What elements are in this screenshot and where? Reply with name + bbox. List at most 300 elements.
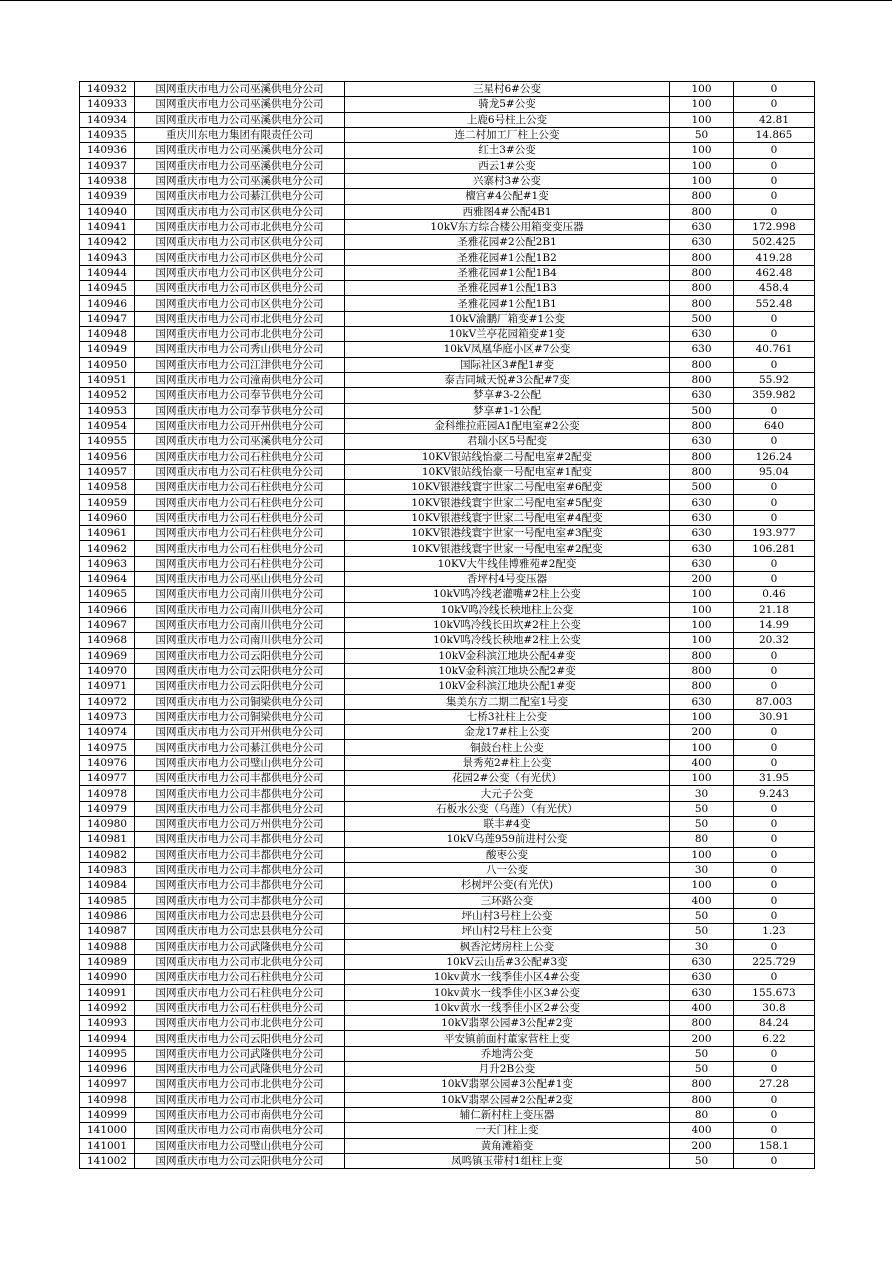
capacity-cell: 630 [670,954,734,969]
capacity-cell: 630 [670,219,734,234]
company-cell: 国网重庆市电力公司市区供电分公司 [135,235,345,250]
table-row [80,1123,815,1138]
load-cell: 640 [734,418,815,433]
load-cell: 0 [734,648,815,663]
capacity-cell: 200 [670,1031,734,1046]
row-id-cell: 140958 [80,480,135,495]
company-cell: 国网重庆市电力公司丰都供电分公司 [135,832,345,847]
table-row [80,1046,815,1061]
table-row [80,1062,815,1077]
transformer-name-cell: 10kV翡翠公园#3公配#2变 [345,1016,670,1031]
table-row [80,1000,815,1015]
company-cell: 国网重庆市电力公司丰都供电分公司 [135,847,345,862]
transformer-name-cell: 三星村6#公变 [345,82,670,97]
transformer-name-cell: 10kV鸣冷线长秧地#2柱上公变 [345,633,670,648]
row-id-cell: 140982 [80,847,135,862]
capacity-cell: 100 [670,112,734,127]
capacity-cell: 630 [670,510,734,525]
row-id-cell: 140985 [80,893,135,908]
load-cell: 0 [734,158,815,173]
capacity-cell: 50 [670,908,734,923]
company-cell: 国网重庆市电力公司丰都供电分公司 [135,862,345,877]
load-cell: 419.28 [734,250,815,265]
company-cell: 国网重庆市电力公司江津供电分公司 [135,357,345,372]
table-row [80,862,815,877]
load-cell: 0 [734,403,815,418]
row-id-cell: 140966 [80,602,135,617]
transformer-name-cell: 国际社区3#配1#变 [345,357,670,372]
company-cell: 国网重庆市电力公司綦江供电分公司 [135,189,345,204]
company-cell: 国网重庆市电力公司璧山供电分公司 [135,755,345,770]
row-id-cell: 140975 [80,740,135,755]
table-row [80,1153,815,1168]
table-row [80,388,815,403]
row-id-cell: 140981 [80,832,135,847]
transformer-name-cell: 10kV翡翠公园#2公配#2变 [345,1092,670,1107]
capacity-cell: 100 [670,587,734,602]
load-cell: 106.281 [734,541,815,556]
row-id-cell: 140939 [80,189,135,204]
row-id-cell: 140990 [80,970,135,985]
transformer-name-cell: 10kV云山岳#3公配#3变 [345,954,670,969]
capacity-cell: 630 [670,388,734,403]
capacity-cell: 100 [670,878,734,893]
row-id-cell: 140989 [80,954,135,969]
capacity-cell: 800 [670,1077,734,1092]
row-id-cell: 140954 [80,418,135,433]
table-row [80,679,815,694]
table-row [80,725,815,740]
transformer-name-cell: 上鹿6号柱上公变 [345,112,670,127]
load-cell: 359.982 [734,388,815,403]
transformer-name-cell: 檀宫#4公配#1变 [345,189,670,204]
row-id-cell: 140972 [80,694,135,709]
capacity-cell: 100 [670,771,734,786]
transformer-name-cell: 辅仁新村柱上变压器 [345,1107,670,1122]
capacity-cell: 80 [670,832,734,847]
load-cell: 0 [734,847,815,862]
load-cell: 0 [734,939,815,954]
row-id-cell: 140946 [80,296,135,311]
transformer-name-cell: 金科维拉莊园A1配电室#2公变 [345,418,670,433]
company-cell: 国网重庆市电力公司市北供电分公司 [135,1092,345,1107]
transformer-name-cell: 联丰#4变 [345,817,670,832]
load-cell: 42.81 [734,112,815,127]
row-id-cell: 140968 [80,633,135,648]
capacity-cell: 800 [670,250,734,265]
capacity-cell: 500 [670,403,734,418]
capacity-cell: 800 [670,281,734,296]
row-id-cell: 140993 [80,1016,135,1031]
capacity-cell: 50 [670,1046,734,1061]
transformer-name-cell: 三环路公变 [345,893,670,908]
table-row [80,158,815,173]
company-cell: 国网重庆市电力公司潼南供电分公司 [135,372,345,387]
transformer-name-cell: 10KV银港线寰宇世家二号配电室#5配变 [345,495,670,510]
load-cell: 0 [734,173,815,188]
transformer-name-cell: 10kv黄水一线季佳小区3#公变 [345,985,670,1000]
company-cell: 国网重庆市电力公司市北供电分公司 [135,311,345,326]
load-cell: 0 [734,893,815,908]
transformer-name-cell: 铜鼓台柱上公变 [345,740,670,755]
transformer-name-cell: 圣雅花园#2公配2B1 [345,235,670,250]
row-id-cell: 141000 [80,1123,135,1138]
capacity-cell: 630 [670,235,734,250]
transformer-name-cell: 圣雅花园#1公配1B4 [345,265,670,280]
table-row [80,541,815,556]
capacity-cell: 400 [670,755,734,770]
transformer-name-cell: 枫香沱烤房柱上公变 [345,939,670,954]
company-cell: 国网重庆市电力公司开州供电分公司 [135,418,345,433]
load-cell: 0 [734,143,815,158]
transformer-name-cell: 七桥3社柱上公变 [345,709,670,724]
company-cell: 国网重庆市电力公司巫溪供电分公司 [135,173,345,188]
capacity-cell: 100 [670,173,734,188]
load-cell: 0 [734,862,815,877]
company-cell: 国网重庆市电力公司市南供电分公司 [135,1123,345,1138]
company-cell: 国网重庆市电力公司石柱供电分公司 [135,556,345,571]
table-row [80,985,815,1000]
company-cell: 国网重庆市电力公司铜梁供电分公司 [135,694,345,709]
capacity-cell: 100 [670,617,734,632]
load-cell: 30.8 [734,1000,815,1015]
transformer-name-cell: 石板水公变（乌莲）（有光伏） [345,801,670,816]
capacity-cell: 630 [670,541,734,556]
company-cell: 国网重庆市电力公司市北供电分公司 [135,219,345,234]
transformer-name-cell: 泰吉同城天悦#3公配#7变 [345,372,670,387]
company-cell: 国网重庆市电力公司云阳供电分公司 [135,663,345,678]
company-cell: 国网重庆市电力公司市北供电分公司 [135,327,345,342]
company-cell: 国网重庆市电力公司石柱供电分公司 [135,985,345,1000]
transformer-name-cell: 黄角滩箱变 [345,1138,670,1153]
transformer-name-cell: 八一公变 [345,862,670,877]
row-id-cell: 140948 [80,327,135,342]
row-id-cell: 140962 [80,541,135,556]
load-cell: 0 [734,495,815,510]
load-cell: 9.243 [734,786,815,801]
load-cell: 0 [734,327,815,342]
capacity-cell: 630 [670,342,734,357]
load-cell: 0 [734,755,815,770]
table-row [80,82,815,97]
row-id-cell: 140943 [80,250,135,265]
load-cell: 0 [734,1123,815,1138]
table-row [80,480,815,495]
transformer-name-cell: 骑龙5#公变 [345,97,670,112]
table-row [80,219,815,234]
row-id-cell: 140983 [80,862,135,877]
capacity-cell: 80 [670,1107,734,1122]
capacity-cell: 200 [670,572,734,587]
table-row [80,372,815,387]
table-row [80,265,815,280]
capacity-cell: 630 [670,970,734,985]
capacity-cell: 800 [670,648,734,663]
transformer-name-cell: 10kv黄水一线季佳小区4#公变 [345,970,670,985]
transformer-name-cell: 连二村加工厂柱上公变 [345,127,670,142]
load-cell: 87.003 [734,694,815,709]
load-cell: 0.46 [734,587,815,602]
load-cell: 458.4 [734,281,815,296]
table-row [80,1107,815,1122]
capacity-cell: 630 [670,985,734,1000]
table-row [80,924,815,939]
row-id-cell: 140992 [80,1000,135,1015]
table-row [80,1077,815,1092]
table-row [80,939,815,954]
row-id-cell: 140973 [80,709,135,724]
table-row [80,434,815,449]
load-cell: 0 [734,1107,815,1122]
company-cell: 国网重庆市电力公司丰都供电分公司 [135,786,345,801]
table-row [80,464,815,479]
company-cell: 国网重庆市电力公司丰都供电分公司 [135,893,345,908]
company-cell: 国网重庆市电力公司巫溪供电分公司 [135,112,345,127]
row-id-cell: 140955 [80,434,135,449]
load-cell: 0 [734,97,815,112]
capacity-cell: 800 [670,204,734,219]
capacity-cell: 100 [670,82,734,97]
load-cell: 20.32 [734,633,815,648]
table-row [80,817,815,832]
table-row [80,204,815,219]
table-row [80,449,815,464]
load-cell: 0 [734,204,815,219]
load-cell: 14.865 [734,127,815,142]
company-cell: 国网重庆市电力公司南川供电分公司 [135,587,345,602]
table-row [80,281,815,296]
table-row [80,526,815,541]
company-cell: 国网重庆市电力公司南川供电分公司 [135,633,345,648]
transformer-name-cell: 10KV银港线寰宇世家二号配电室#6配变 [345,480,670,495]
row-id-cell: 140988 [80,939,135,954]
load-cell: 0 [734,801,815,816]
company-cell: 国网重庆市电力公司巫溪供电分公司 [135,97,345,112]
company-cell: 国网重庆市电力公司云阳供电分公司 [135,1031,345,1046]
company-cell: 国网重庆市电力公司石柱供电分公司 [135,495,345,510]
table-row [80,970,815,985]
load-cell: 0 [734,908,815,923]
load-cell: 0 [734,434,815,449]
capacity-cell: 50 [670,1062,734,1077]
row-id-cell: 140991 [80,985,135,1000]
company-cell: 国网重庆市电力公司市区供电分公司 [135,281,345,296]
transformer-name-cell: 圣雅花园#1公配1B2 [345,250,670,265]
transformer-name-cell: 10kV渝鹏厂箱变#1公变 [345,311,670,326]
transformer-name-cell: 圣雅花园#1公配1B1 [345,296,670,311]
capacity-cell: 630 [670,327,734,342]
capacity-cell: 500 [670,480,734,495]
transformer-name-cell: 集美东方二期二配室1号变 [345,694,670,709]
row-id-cell: 140950 [80,357,135,372]
capacity-cell: 800 [670,265,734,280]
load-cell: 225.729 [734,954,815,969]
capacity-cell: 800 [670,418,734,433]
row-id-cell: 140938 [80,173,135,188]
capacity-cell: 800 [670,357,734,372]
row-id-cell: 140986 [80,908,135,923]
transformer-name-cell: 10kV乌莲959前进村公变 [345,832,670,847]
table-row [80,633,815,648]
row-id-cell: 140953 [80,403,135,418]
row-id-cell: 140967 [80,617,135,632]
table-row [80,127,815,142]
company-cell: 国网重庆市电力公司市区供电分公司 [135,296,345,311]
capacity-cell: 50 [670,924,734,939]
load-cell: 0 [734,1092,815,1107]
load-cell: 14.99 [734,617,815,632]
transformer-table [79,81,815,1169]
transformer-name-cell: 月升2B公变 [345,1062,670,1077]
row-id-cell: 140949 [80,342,135,357]
load-cell: 27.28 [734,1077,815,1092]
load-cell: 0 [734,510,815,525]
capacity-cell: 100 [670,847,734,862]
capacity-cell: 400 [670,893,734,908]
capacity-cell: 630 [670,526,734,541]
row-id-cell: 140998 [80,1092,135,1107]
company-cell: 国网重庆市电力公司巫山供电分公司 [135,572,345,587]
company-cell: 国网重庆市电力公司丰都供电分公司 [135,801,345,816]
row-id-cell: 140957 [80,464,135,479]
table-row [80,296,815,311]
table-row [80,235,815,250]
company-cell: 国网重庆市电力公司石柱供电分公司 [135,480,345,495]
row-id-cell: 140952 [80,388,135,403]
company-cell: 国网重庆市电力公司忠县供电分公司 [135,924,345,939]
row-id-cell: 141002 [80,1153,135,1168]
transformer-name-cell: 10kV鸣冷线长田坎#2柱上公变 [345,617,670,632]
load-cell: 0 [734,970,815,985]
transformer-name-cell: 圣雅花园#1公配1B3 [345,281,670,296]
transformer-name-cell: 杉树坪公变(有光伏) [345,878,670,893]
table-row [80,173,815,188]
table-row [80,97,815,112]
transformer-name-cell: 乔地湾公变 [345,1046,670,1061]
table-row [80,556,815,571]
load-cell: 55.92 [734,372,815,387]
company-cell: 国网重庆市电力公司市北供电分公司 [135,954,345,969]
capacity-cell: 100 [670,633,734,648]
table-row [80,663,815,678]
company-cell: 国网重庆市电力公司市区供电分公司 [135,265,345,280]
capacity-cell: 630 [670,495,734,510]
table-row [80,418,815,433]
company-cell: 国网重庆市电力公司万州供电分公司 [135,817,345,832]
transformer-name-cell: 10kV兰亭花园箱变#1变 [345,327,670,342]
company-cell: 国网重庆市电力公司巫溪供电分公司 [135,82,345,97]
row-id-cell: 140942 [80,235,135,250]
table-row [80,112,815,127]
company-cell: 国网重庆市电力公司武隆供电分公司 [135,1062,345,1077]
load-cell: 0 [734,1046,815,1061]
row-id-cell: 140935 [80,127,135,142]
row-id-cell: 140937 [80,158,135,173]
page-top-rule [0,0,892,1]
company-cell: 国网重庆市电力公司云阳供电分公司 [135,1153,345,1168]
company-cell: 国网重庆市电力公司璧山供电分公司 [135,1138,345,1153]
load-cell: 84.24 [734,1016,815,1031]
row-id-cell: 140974 [80,725,135,740]
transformer-name-cell: 坪山村3号柱上公变 [345,908,670,923]
transformer-name-cell: 10kV翡翠公园#3公配#1变 [345,1077,670,1092]
company-cell: 国网重庆市电力公司巫溪供电分公司 [135,143,345,158]
load-cell: 21.18 [734,602,815,617]
capacity-cell: 30 [670,939,734,954]
capacity-cell: 100 [670,602,734,617]
company-cell: 国网重庆市电力公司石柱供电分公司 [135,970,345,985]
row-id-cell: 140976 [80,755,135,770]
table-row [80,602,815,617]
company-cell: 重庆川东电力集团有限责任公司 [135,127,345,142]
row-id-cell: 140944 [80,265,135,280]
table-row [80,587,815,602]
table-row [80,572,815,587]
row-id-cell: 140970 [80,663,135,678]
load-cell: 30.91 [734,709,815,724]
load-cell: 0 [734,740,815,755]
row-id-cell: 140971 [80,679,135,694]
load-cell: 158.1 [734,1138,815,1153]
load-cell: 502.425 [734,235,815,250]
table-row [80,694,815,709]
company-cell: 国网重庆市电力公司石柱供电分公司 [135,449,345,464]
capacity-cell: 400 [670,1000,734,1015]
transformer-name-cell: 君瑞小区5号配变 [345,434,670,449]
transformer-name-cell: 10kV东方综合楼公用箱变变压器 [345,219,670,234]
row-id-cell: 140980 [80,817,135,832]
load-cell: 0 [734,480,815,495]
capacity-cell: 500 [670,311,734,326]
transformer-name-cell: 大元子公变 [345,786,670,801]
row-id-cell: 140979 [80,801,135,816]
transformer-name-cell: 10kV凤凰华庭小区#7公变 [345,342,670,357]
row-id-cell: 140933 [80,97,135,112]
load-cell: 172.998 [734,219,815,234]
transformer-name-cell: 梦享#1-1公配 [345,403,670,418]
capacity-cell: 800 [670,1092,734,1107]
row-id-cell: 140977 [80,771,135,786]
table-row [80,143,815,158]
row-id-cell: 140997 [80,1077,135,1092]
load-cell: 0 [734,189,815,204]
table-row [80,1138,815,1153]
row-id-cell: 140951 [80,372,135,387]
table-row [80,954,815,969]
load-cell: 155.673 [734,985,815,1000]
company-cell: 国网重庆市电力公司石柱供电分公司 [135,526,345,541]
table-row [80,1092,815,1107]
company-cell: 国网重庆市电力公司石柱供电分公司 [135,1000,345,1015]
company-cell: 国网重庆市电力公司丰都供电分公司 [135,878,345,893]
company-cell: 国网重庆市电力公司市北供电分公司 [135,1077,345,1092]
company-cell: 国网重庆市电力公司开州供电分公司 [135,725,345,740]
load-cell: 0 [734,679,815,694]
table-row [80,1016,815,1031]
load-cell: 462.48 [734,265,815,280]
row-id-cell: 140987 [80,924,135,939]
company-cell: 国网重庆市电力公司秀山供电分公司 [135,342,345,357]
table-row [80,1031,815,1046]
capacity-cell: 630 [670,434,734,449]
table-row [80,495,815,510]
load-cell: 0 [734,82,815,97]
row-id-cell: 140999 [80,1107,135,1122]
load-cell: 31.95 [734,771,815,786]
capacity-cell: 630 [670,556,734,571]
transformer-name-cell: 红土3#公变 [345,143,670,158]
transformer-name-cell: 兴寨村3#公变 [345,173,670,188]
